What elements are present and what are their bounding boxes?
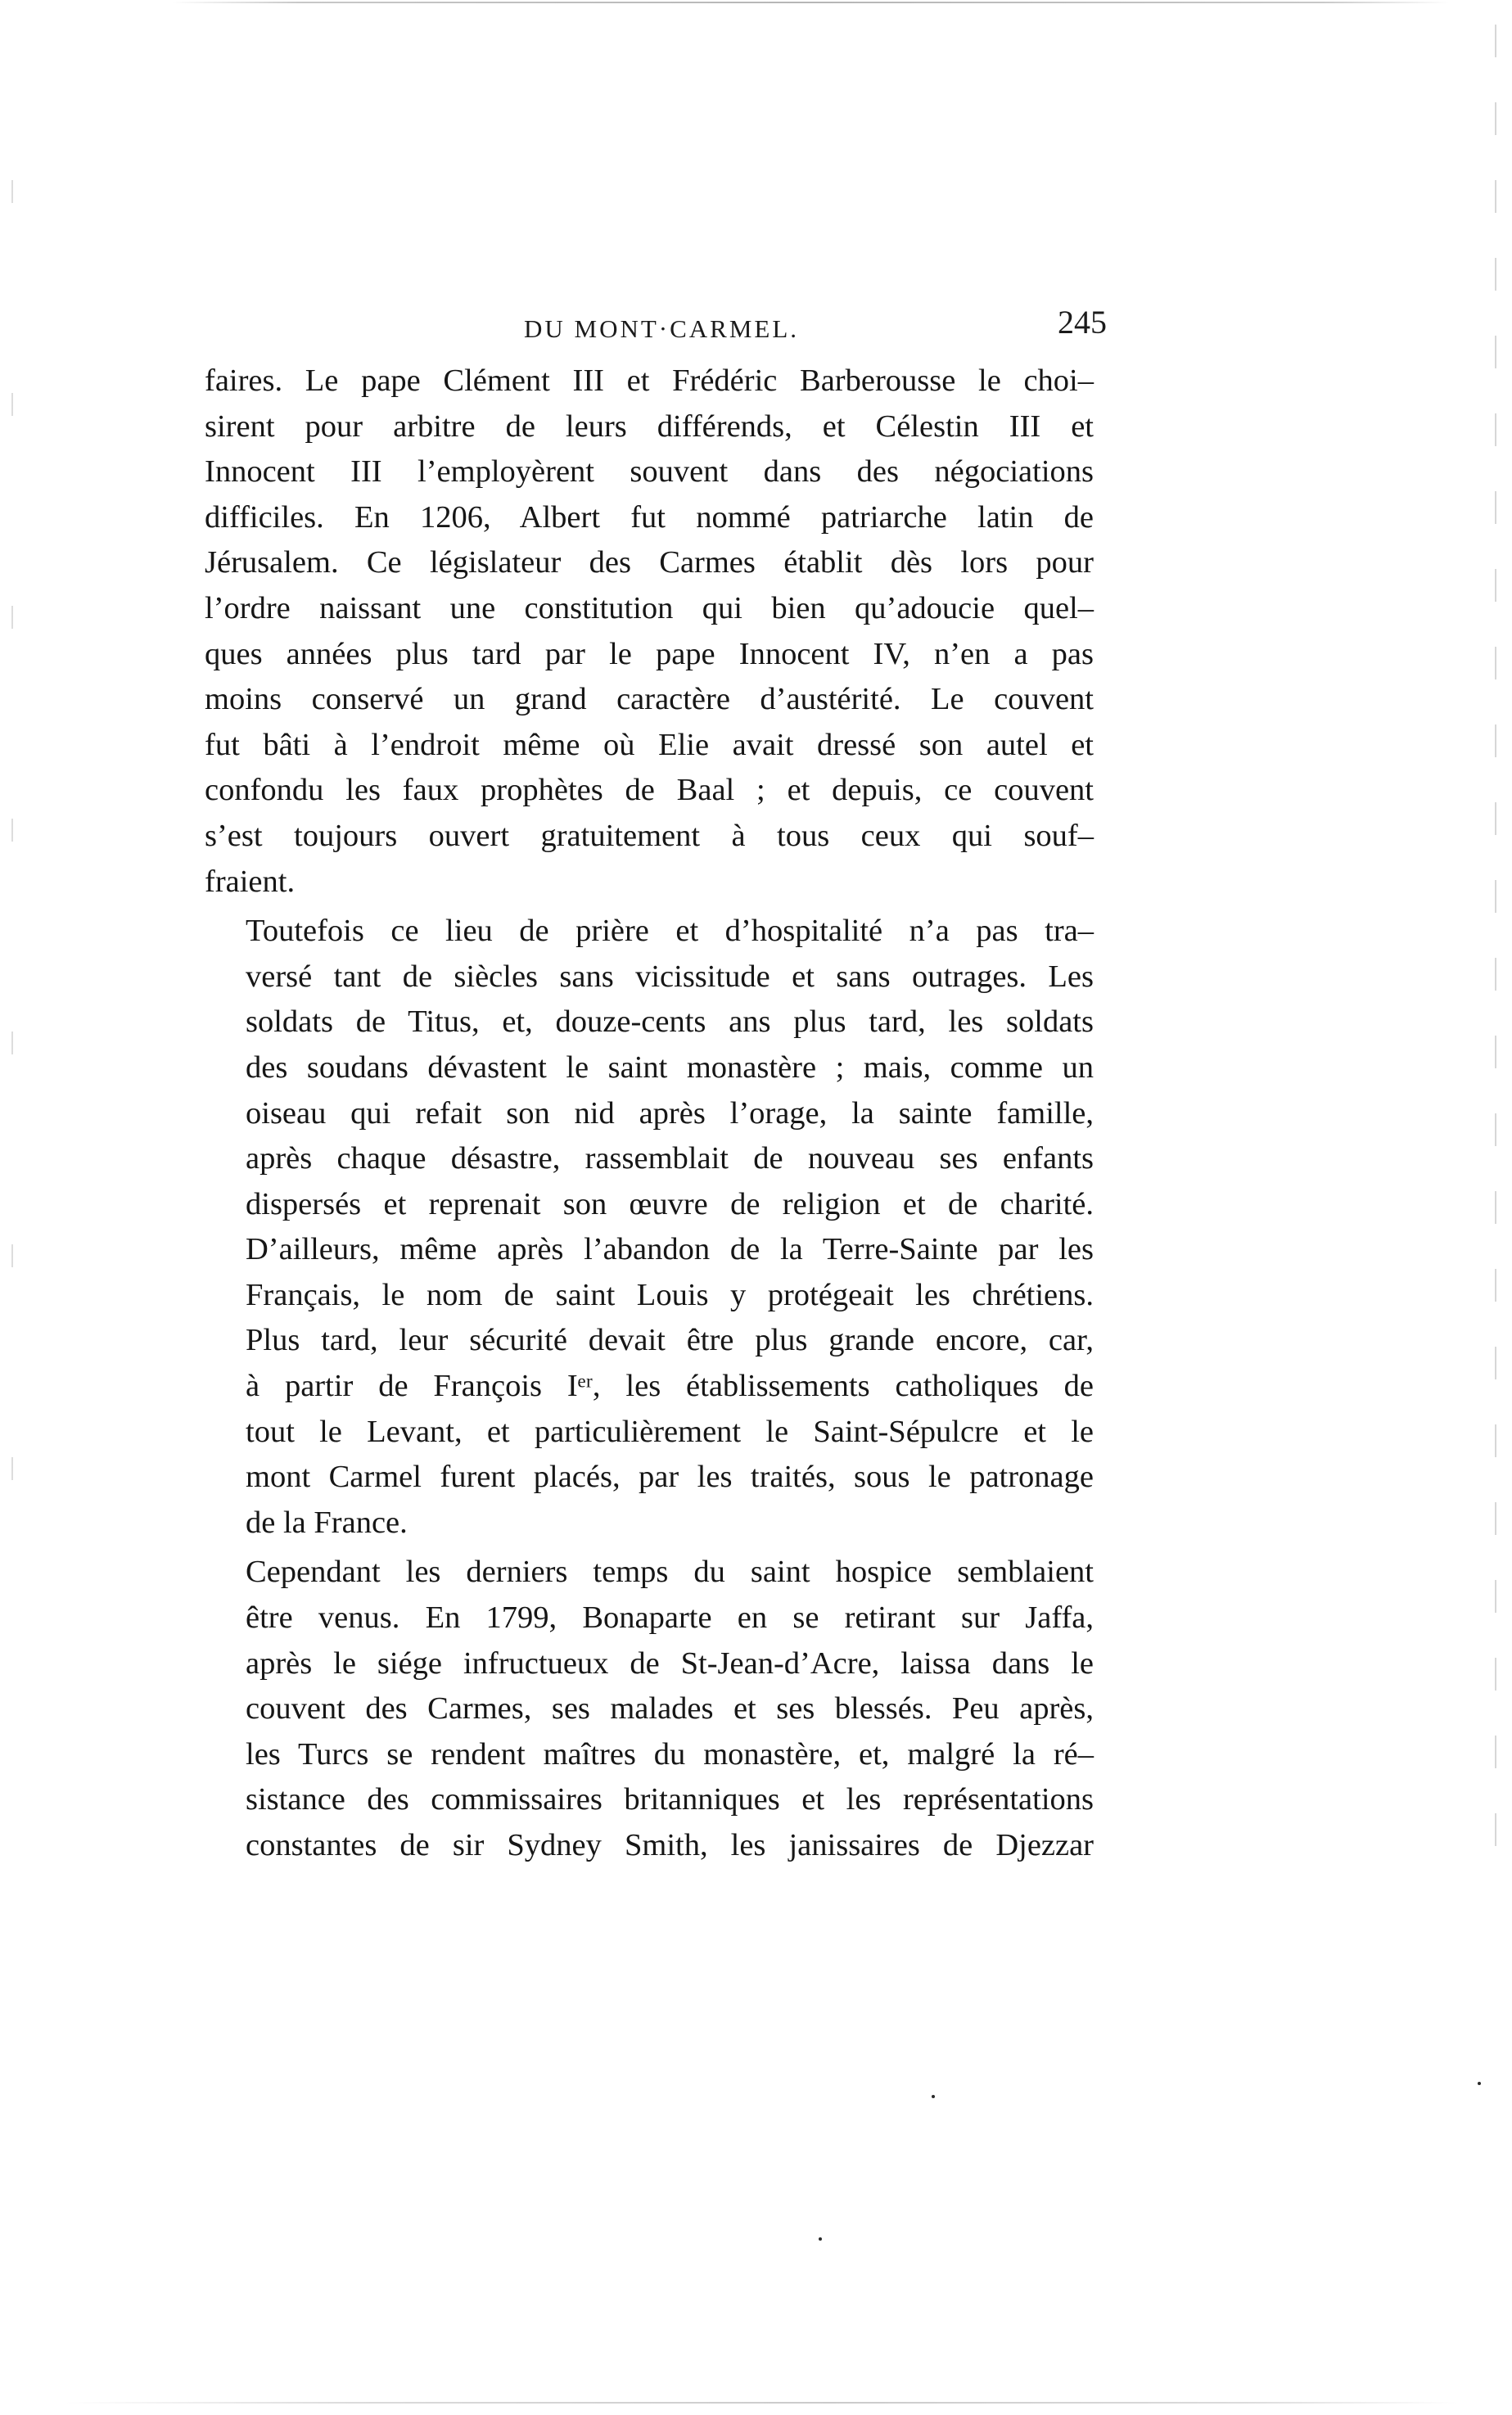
text-line: de la France. — [246, 1505, 408, 1540]
text-line: Innocent III l’employèrent souvent dans des négociations — [205, 454, 1094, 490]
text-line: Jérusalem. Ce législateur des Carmes établit dès lors pour — [205, 545, 1094, 580]
running-head: DU MONT·CARMEL. — [524, 314, 800, 343]
scan-edge-top — [172, 2, 1449, 3]
text-line: après le siége infructueux de St-Jean-d’Acre, laissa dans le — [246, 1645, 1094, 1681]
text-line: oiseau qui refait son nid après l’orage, la sainte famille, — [246, 1095, 1094, 1131]
paragraph — [205, 359, 1094, 905]
ink-speck — [819, 2237, 822, 2241]
text-line: versé tant de siècles sans vicissitude et sans outrages. Les — [246, 959, 1094, 994]
text-line: être venus. En 1799, Bonaparte en se retirant sur Jaffa, — [246, 1600, 1094, 1636]
text-line: les Turcs se rendent maîtres du monastère, et, malgré la ré– — [246, 1736, 1094, 1772]
text-line: fut bâti à l’endroit même où Elie avait dressé son autel et — [205, 727, 1094, 762]
text-line: à partir de François Iᵉʳ, les établissements catholiques de — [246, 1369, 1094, 1404]
text-line: couvent des Carmes, ses malades et ses blessés. Peu après, — [246, 1691, 1094, 1727]
text-line: ques années plus tard par le pape Innocent IV, n’en a pas — [205, 636, 1094, 671]
text-line: confondu les faux prophètes de Baal ; et depuis, ce couvent — [205, 773, 1094, 808]
text-line: soldats de Titus, et, douze-cents ans plus tard, les soldats — [246, 1004, 1094, 1040]
text-line: l’ordre naissant une constitution qui bien qu’adoucie quel– — [205, 590, 1094, 625]
text-line: constantes de sir Sydney Smith, les janissaires de Djezzar — [246, 1828, 1094, 1862]
text-line: Toutefois ce lieu de prière et d’hospitalité n’a pas tra– — [246, 914, 1094, 949]
scan-edge-right — [1495, 25, 1496, 1891]
text-line: dispersés et reprenait son œuvre de religion et de charité. — [246, 1186, 1094, 1221]
text-line: Plus tard, leur sécurité devait être plus grande encore, car, — [246, 1323, 1094, 1358]
text-line: difficiles. En 1206, Albert fut nommé patriarche latin de — [205, 499, 1094, 535]
body-text — [205, 359, 1094, 1869]
text-line: fraient. — [205, 864, 296, 899]
text-line: Cependant les derniers temps du saint hospice semblaient — [246, 1555, 1094, 1590]
text-line: sirent pour arbitre de leurs différends, et Célestin III et — [205, 409, 1094, 444]
text-line: mont Carmel furent placés, par les traités, sous le patronage — [246, 1460, 1094, 1495]
scan-edge-left — [11, 180, 13, 1621]
text-line: moins conservé un grand caractère d’austérité. Le couvent — [205, 682, 1094, 717]
text-line: tout le Levant, et particulièrement le Saint-Sépulcre et le — [246, 1414, 1094, 1449]
text-line: s’est toujours ouvert gratuitement à tous ceux qui souf– — [205, 818, 1094, 853]
text-line: après chaque désastre, rassemblait de nouveau ses enfants — [246, 1141, 1094, 1176]
paragraph — [205, 1550, 1094, 1868]
scan-edge-bottom — [65, 2402, 1457, 2404]
page-number: 245 — [1058, 304, 1107, 341]
text-line: faires. Le pape Clément III et Frédéric Barberousse le choi– — [205, 363, 1094, 398]
text-line: des soudans dévastent le saint monastère ; mais, comme un — [246, 1050, 1094, 1085]
text-line: sistance des commissaires britanniques et les représentations — [246, 1782, 1094, 1817]
ink-speck — [932, 2095, 935, 2098]
paragraph — [205, 909, 1094, 1546]
ink-speck — [1478, 2082, 1481, 2085]
text-line: D’ailleurs, même après l’abandon de la Terre-Sainte par les — [246, 1232, 1094, 1267]
text-line: Français, le nom de saint Louis y protégeait les chrétiens. — [246, 1277, 1094, 1312]
